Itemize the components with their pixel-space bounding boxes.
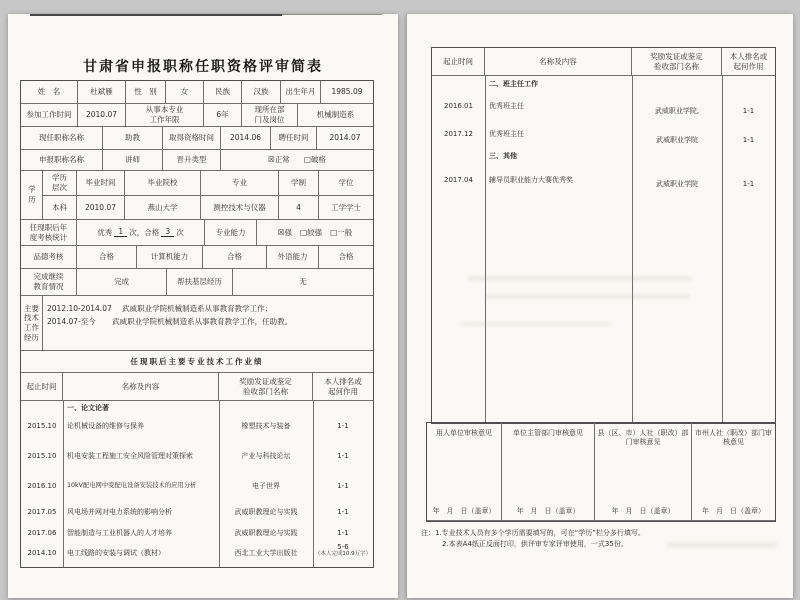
work-history-line: [47, 317, 292, 327]
achievements-header-row: [432, 48, 775, 76]
work-history-period: 2014.07-至今: [47, 316, 96, 326]
city-hr-audit-datestamp: 年 月 日（盖章）: [702, 506, 765, 515]
ability-label: 专业能力: [205, 220, 257, 246]
edu-length-value: 4: [279, 196, 319, 220]
achievement-content: 10kV配电网中变配电设备安装技术的应用分析: [67, 482, 197, 489]
supervising-dept-audit-cell: [502, 423, 595, 521]
table-row: [21, 220, 373, 246]
gender-value: 女: [166, 81, 204, 104]
county-hr-audit-datestamp: 年 月 日（盖章）: [611, 506, 675, 515]
ethnicity-value: 汉族: [242, 81, 281, 104]
table-row: [21, 127, 373, 150]
promotion-type-label: 晋升类型: [163, 150, 221, 171]
achievement-issuer: 武威职业学院: [656, 180, 698, 188]
rank-note: （本人完成10.9万字）: [314, 551, 372, 558]
achievement-content: 论机械设备的维修与保养: [67, 422, 144, 430]
continuing-education-label: 完成继续教育情况: [33, 272, 64, 291]
achievement-date: 2015.10: [27, 452, 57, 460]
years-in-field-label: 从事本专业工作年限: [145, 105, 184, 124]
promotion-normal-checkbox: ☒正常: [268, 155, 290, 165]
work-history-period: 2012.10-2014.07: [47, 304, 112, 313]
achievements-section-title: 任现职后主要专业技术工作业绩: [21, 351, 373, 373]
work-history-label: 主要技术工作经历: [24, 303, 39, 342]
work-history-line: [47, 304, 292, 314]
edu-school-header: 毕业院校: [125, 171, 201, 196]
col-header-content: 名称及内容: [485, 48, 632, 76]
employer-audit-label: 用人单位审核意见: [436, 429, 492, 437]
language-skill-value: 合格: [319, 246, 373, 269]
category-heading: 二、班主任工作: [489, 80, 538, 88]
achievement-issuer: 武威职教理论与实践: [234, 529, 298, 537]
work-history-desc: 武威职业学院机械制造系从事教育教学工作；: [122, 304, 273, 313]
employer-audit-cell: [427, 423, 502, 521]
achievement-rank: 1-1: [337, 482, 349, 490]
employer-audit-datestamp: 年 月 日（盖章）: [432, 506, 496, 515]
achievement-content: 电工线路的安装与调试（教材）: [67, 549, 165, 557]
county-hr-audit-cell: [595, 423, 692, 521]
city-hr-audit-cell: [692, 423, 775, 521]
rank-value: 5-6: [337, 543, 349, 551]
department-label: 现所在部门及岗位: [254, 105, 285, 124]
qualification-time-label: 取得资格时间: [163, 127, 221, 150]
edu-degree-value: 工学学士: [319, 196, 373, 220]
achievement-date: 2016.01: [444, 102, 473, 110]
achievement-rank: [313, 543, 373, 558]
audit-opinions-table: [426, 422, 776, 522]
bleed-through-artifact: [462, 322, 612, 326]
bleed-through-artifact: [485, 294, 690, 299]
applied-title-label: 申报职称名称: [21, 150, 103, 171]
computer-skill-value: 合格: [203, 246, 267, 269]
annual-suffix: 次: [176, 227, 184, 237]
category-heading: 一、论文论著: [67, 404, 109, 412]
ability-stronger-checkbox: □较强: [300, 227, 323, 237]
edu-length-header: 学制: [279, 171, 319, 196]
education-value-row: [43, 196, 373, 220]
category-heading: 三、其他: [489, 152, 517, 160]
form-page-1: [8, 14, 398, 598]
page-title: 甘肃省申报职称任职资格评审简表: [83, 59, 323, 75]
achievement-issuer: 电子世界: [252, 482, 280, 490]
achievement-content: 机电安装工程施工安全风险管理对策探索: [67, 452, 193, 460]
achievement-issuer: 武威职业学院,: [654, 107, 700, 115]
annual-pass-count: 3: [161, 228, 174, 237]
city-hr-audit-label: 市州人社（职改）部门审核意见: [695, 429, 772, 447]
col-header-period: 起止时间: [432, 48, 485, 76]
col-header-period: 起止时间: [21, 373, 63, 401]
education-header-row: [43, 171, 373, 196]
main-form-table: [20, 80, 374, 568]
moral-label: 品德考核: [21, 246, 77, 269]
work-start-label: 参加工作时间: [21, 104, 78, 127]
work-history-desc: 武威职业学院机械制造系从事教育教学工作，任助教。: [112, 316, 293, 326]
achievement-content: 优秀班主任: [489, 130, 524, 138]
birth-value: 1985.09: [321, 81, 373, 104]
computer-skill-label: 计算机能力: [137, 246, 203, 269]
years-in-field-value: 6年: [204, 104, 242, 127]
current-title-value: 助教: [103, 127, 163, 150]
edu-grad-time-value: 2010.07: [77, 196, 125, 220]
achievement-date: 2017.04: [444, 176, 473, 184]
achievement-date: 2014.10: [27, 549, 57, 557]
scan-edge-artifact: [282, 14, 382, 15]
supervising-dept-audit-datestamp: 年 月 日（盖章）: [516, 506, 580, 515]
achievement-date: 2016.10: [27, 482, 57, 490]
annual-assessment-label: 任现职后年度考核统计: [29, 222, 68, 242]
name-label: 姓 名: [21, 81, 78, 104]
education-block: [21, 171, 373, 220]
promotion-exceptional-checkbox: □破格: [303, 155, 326, 165]
achievement-date: 2015.10: [27, 422, 57, 430]
language-skill-label: 外语能力: [267, 246, 319, 269]
bleed-through-artifact: [467, 276, 692, 281]
ethnicity-label: 民族: [204, 81, 242, 104]
grassroots-support-value: 无: [233, 269, 373, 296]
col-header-issuer: 奖励发证或鉴定验收部门名称: [239, 376, 292, 396]
achievement-date: 2017.12: [444, 130, 473, 138]
audit-row: [427, 423, 775, 521]
col-header-rank: 本人排名或起何作用: [324, 376, 362, 396]
achievements-header-row: [21, 373, 373, 401]
achievement-rank: 1-1: [337, 452, 349, 460]
scan-edge-artifact: [30, 14, 282, 16]
table-row: [21, 81, 373, 104]
work-start-value: 2010.07: [78, 104, 126, 127]
annual-excellent-prefix: 优秀: [97, 227, 113, 237]
table-row: [21, 104, 373, 127]
moral-value: 合格: [77, 246, 137, 269]
achievement-date: 2017.05: [27, 508, 57, 516]
achievement-rank: 1-1: [337, 422, 349, 430]
edu-degree-header: 学位: [319, 171, 373, 196]
column-divider: [485, 76, 486, 423]
table-row: [21, 150, 373, 171]
gender-label: 性 别: [126, 81, 166, 104]
appointment-time-label: 聘任时间: [271, 127, 317, 150]
appointment-time-value: 2014.07: [317, 127, 373, 150]
edu-school-value: 燕山大学: [125, 196, 201, 220]
column-divider: [63, 401, 64, 567]
achievement-rank: 1-1: [337, 529, 349, 537]
achievement-rank: 1-1: [742, 136, 755, 144]
achievement-issuer: 武威职业学院: [656, 136, 698, 144]
name-value: 杜斌雁: [78, 81, 126, 104]
achievement-content: 辅导员职业能力大赛优秀奖: [489, 176, 573, 184]
annual-pass-prefix: 次，合格: [129, 227, 160, 237]
table-row: [21, 246, 373, 269]
note-line-2: 2.本表A4纸正反面打印，供评审专家评审使用，一式35份。: [442, 539, 628, 548]
col-header-issuer: 奖励发证或鉴定验收部门名称: [650, 51, 703, 71]
note-line-1: 注：1.专业技术人员有多个学历需要填写的，可在“学历”栏分多行填写。: [421, 529, 645, 537]
form-page-2: [406, 14, 793, 598]
work-history-block: [21, 296, 373, 351]
qualification-time-value: 2014.06: [221, 127, 271, 150]
column-divider: [632, 76, 633, 423]
annual-excellent-count: 1: [114, 228, 127, 237]
county-hr-audit-label: 县（区、市）人社（职改）部门审核意见: [597, 429, 689, 447]
col-header-content: 名称及内容: [63, 373, 219, 401]
achievement-issuer: 橡塑技术与装备: [241, 422, 291, 430]
grassroots-support-label: 帮扶基层经历: [167, 269, 233, 296]
edu-level-header: 学历层次: [52, 173, 67, 192]
achievement-rank: 1-1: [337, 508, 349, 516]
achievements-table-continued: [431, 47, 776, 424]
achievement-content: 智能制造与工业机器人的人才培养: [67, 529, 172, 537]
edu-major-value: 测控技术与仪器: [201, 196, 279, 220]
achievement-issuer: 产业与科技论坛: [241, 452, 291, 460]
achievement-date: 2017.06: [27, 529, 57, 537]
ability-average-checkbox: □一般: [330, 227, 353, 237]
supervising-dept-audit-label: 单位主管部门审核意见: [513, 429, 583, 437]
table-row: [21, 351, 373, 373]
edu-major-header: 专业: [201, 171, 279, 196]
education-section-label: 学历: [21, 171, 43, 220]
edu-grad-time-header: 毕业时间: [77, 171, 125, 196]
ability-strong-checkbox: ☒强: [277, 227, 293, 237]
achievement-content: 优秀班主任: [489, 102, 524, 110]
current-title-label: 现任职称名称: [21, 127, 103, 150]
department-value: 机械制造系: [298, 104, 373, 127]
achievement-issuer: 武威职教理论与实践: [234, 508, 298, 516]
birth-label: 出生年月: [281, 81, 321, 104]
bleed-through-artifact: [667, 542, 777, 548]
achievement-rank: 1-1: [742, 180, 755, 188]
achievement-content: 风电场并网对电力系统的影响分析: [67, 508, 172, 516]
achievements-body: [21, 401, 373, 567]
edu-level-value: 本科: [43, 196, 77, 220]
achievement-issuer: 西北工业大学出版社: [234, 549, 298, 557]
table-row: [21, 269, 373, 296]
applied-title-value: 讲师: [103, 150, 163, 171]
col-header-rank: 本人排名或起何作用: [729, 51, 768, 71]
column-divider: [722, 76, 723, 423]
achievements-body: [432, 76, 775, 423]
achievement-rank: 1-1: [742, 107, 755, 115]
continuing-education-value: 完成: [77, 269, 167, 296]
